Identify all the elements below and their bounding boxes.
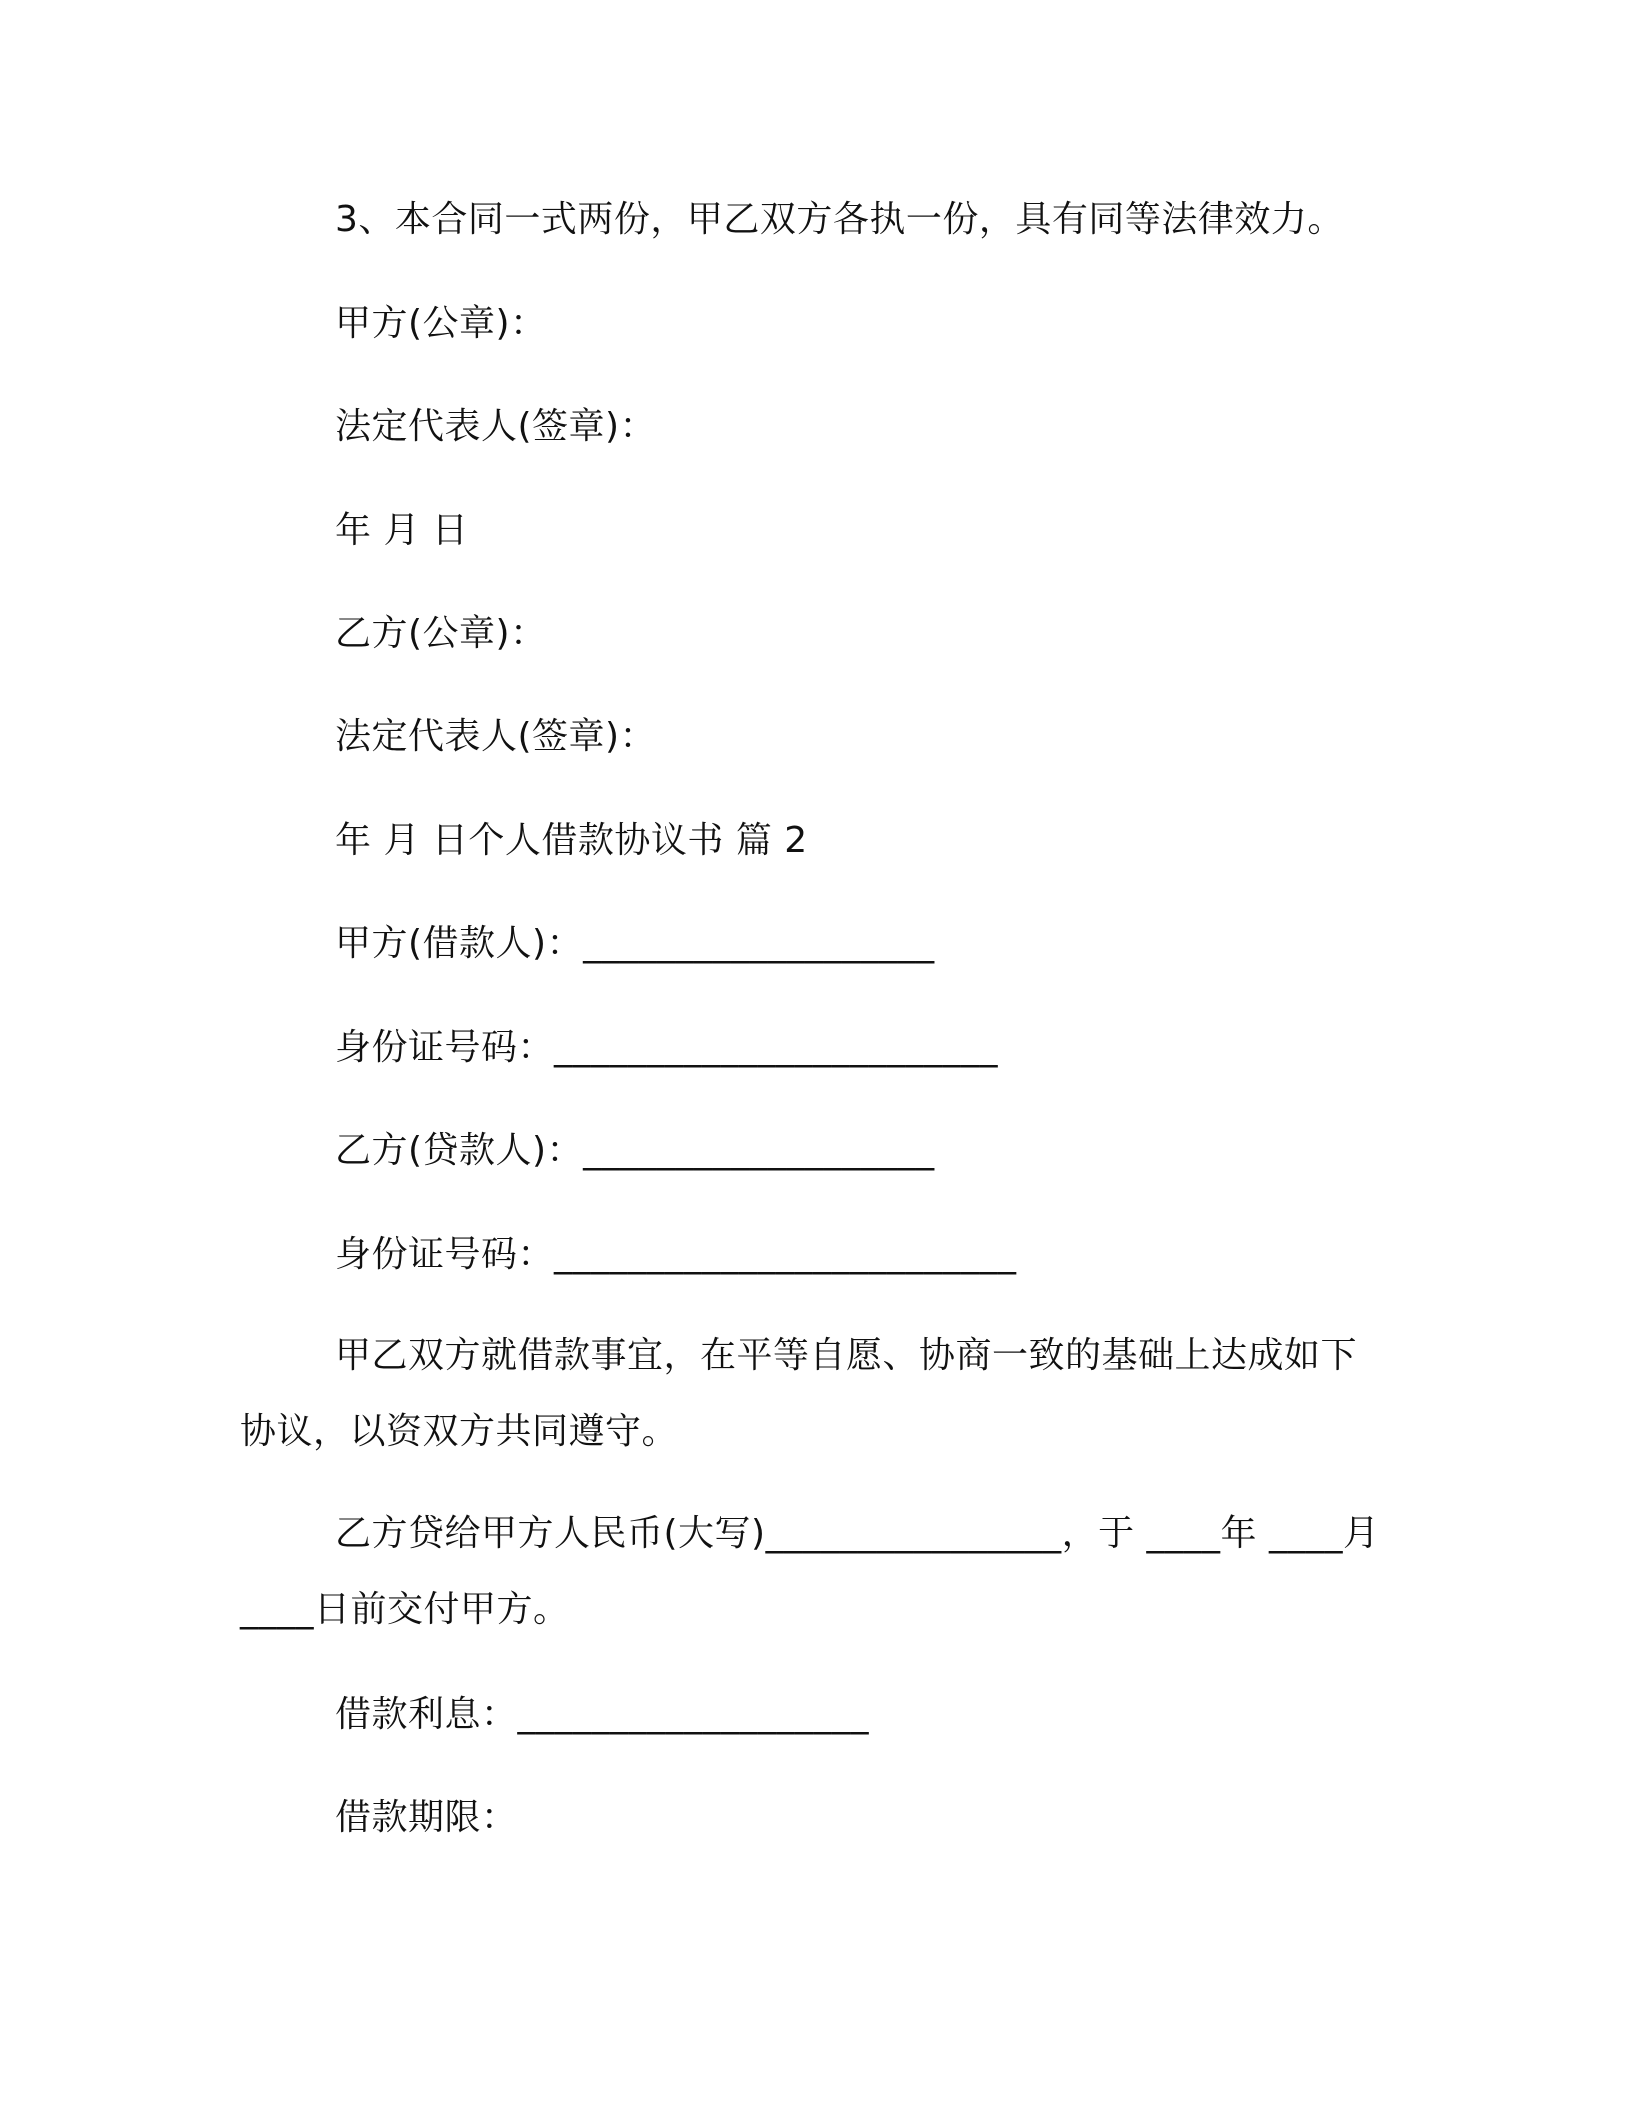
party-a-legal-rep-label: 法定代表人(签章)： <box>335 406 657 447</box>
party-a-seal-label: 甲方(公章)： <box>335 303 547 344</box>
clause-3-copies: 3、本合同一式两份，甲乙双方各执一份，具有同等法律效力。 <box>335 199 1344 240</box>
loan-interest-field: 借款利息：___________________ <box>335 1694 870 1735</box>
section-heading-part-2: 年 月 日个人借款协议书 篇 2 <box>335 820 808 861</box>
party-b-legal-rep-label: 法定代表人(签章)： <box>335 716 657 757</box>
agreement-intro-paragraph: 甲乙双方就借款事宜，在平等自愿、协商一致的基础上达成如下协议，以资双方共同遵守。 <box>240 1335 1358 1452</box>
loan-amount-paragraph: 乙方贷给甲方人民币(大写)________________，于 ____年 ____月 ____日前交付甲方。 <box>240 1513 1380 1630</box>
lender-id-field: 身份证号码：_________________________ <box>335 1234 1017 1275</box>
borrower-field: 甲方(借款人)：___________________ <box>335 923 935 964</box>
loan-term-label: 借款期限： <box>335 1797 518 1838</box>
borrower-id-field: 身份证号码：________________________ <box>335 1027 999 1068</box>
lender-field: 乙方(贷款人)：___________________ <box>335 1130 935 1171</box>
party-b-seal-label: 乙方(公章)： <box>335 613 547 654</box>
party-a-date-label: 年 月 日 <box>335 510 469 551</box>
